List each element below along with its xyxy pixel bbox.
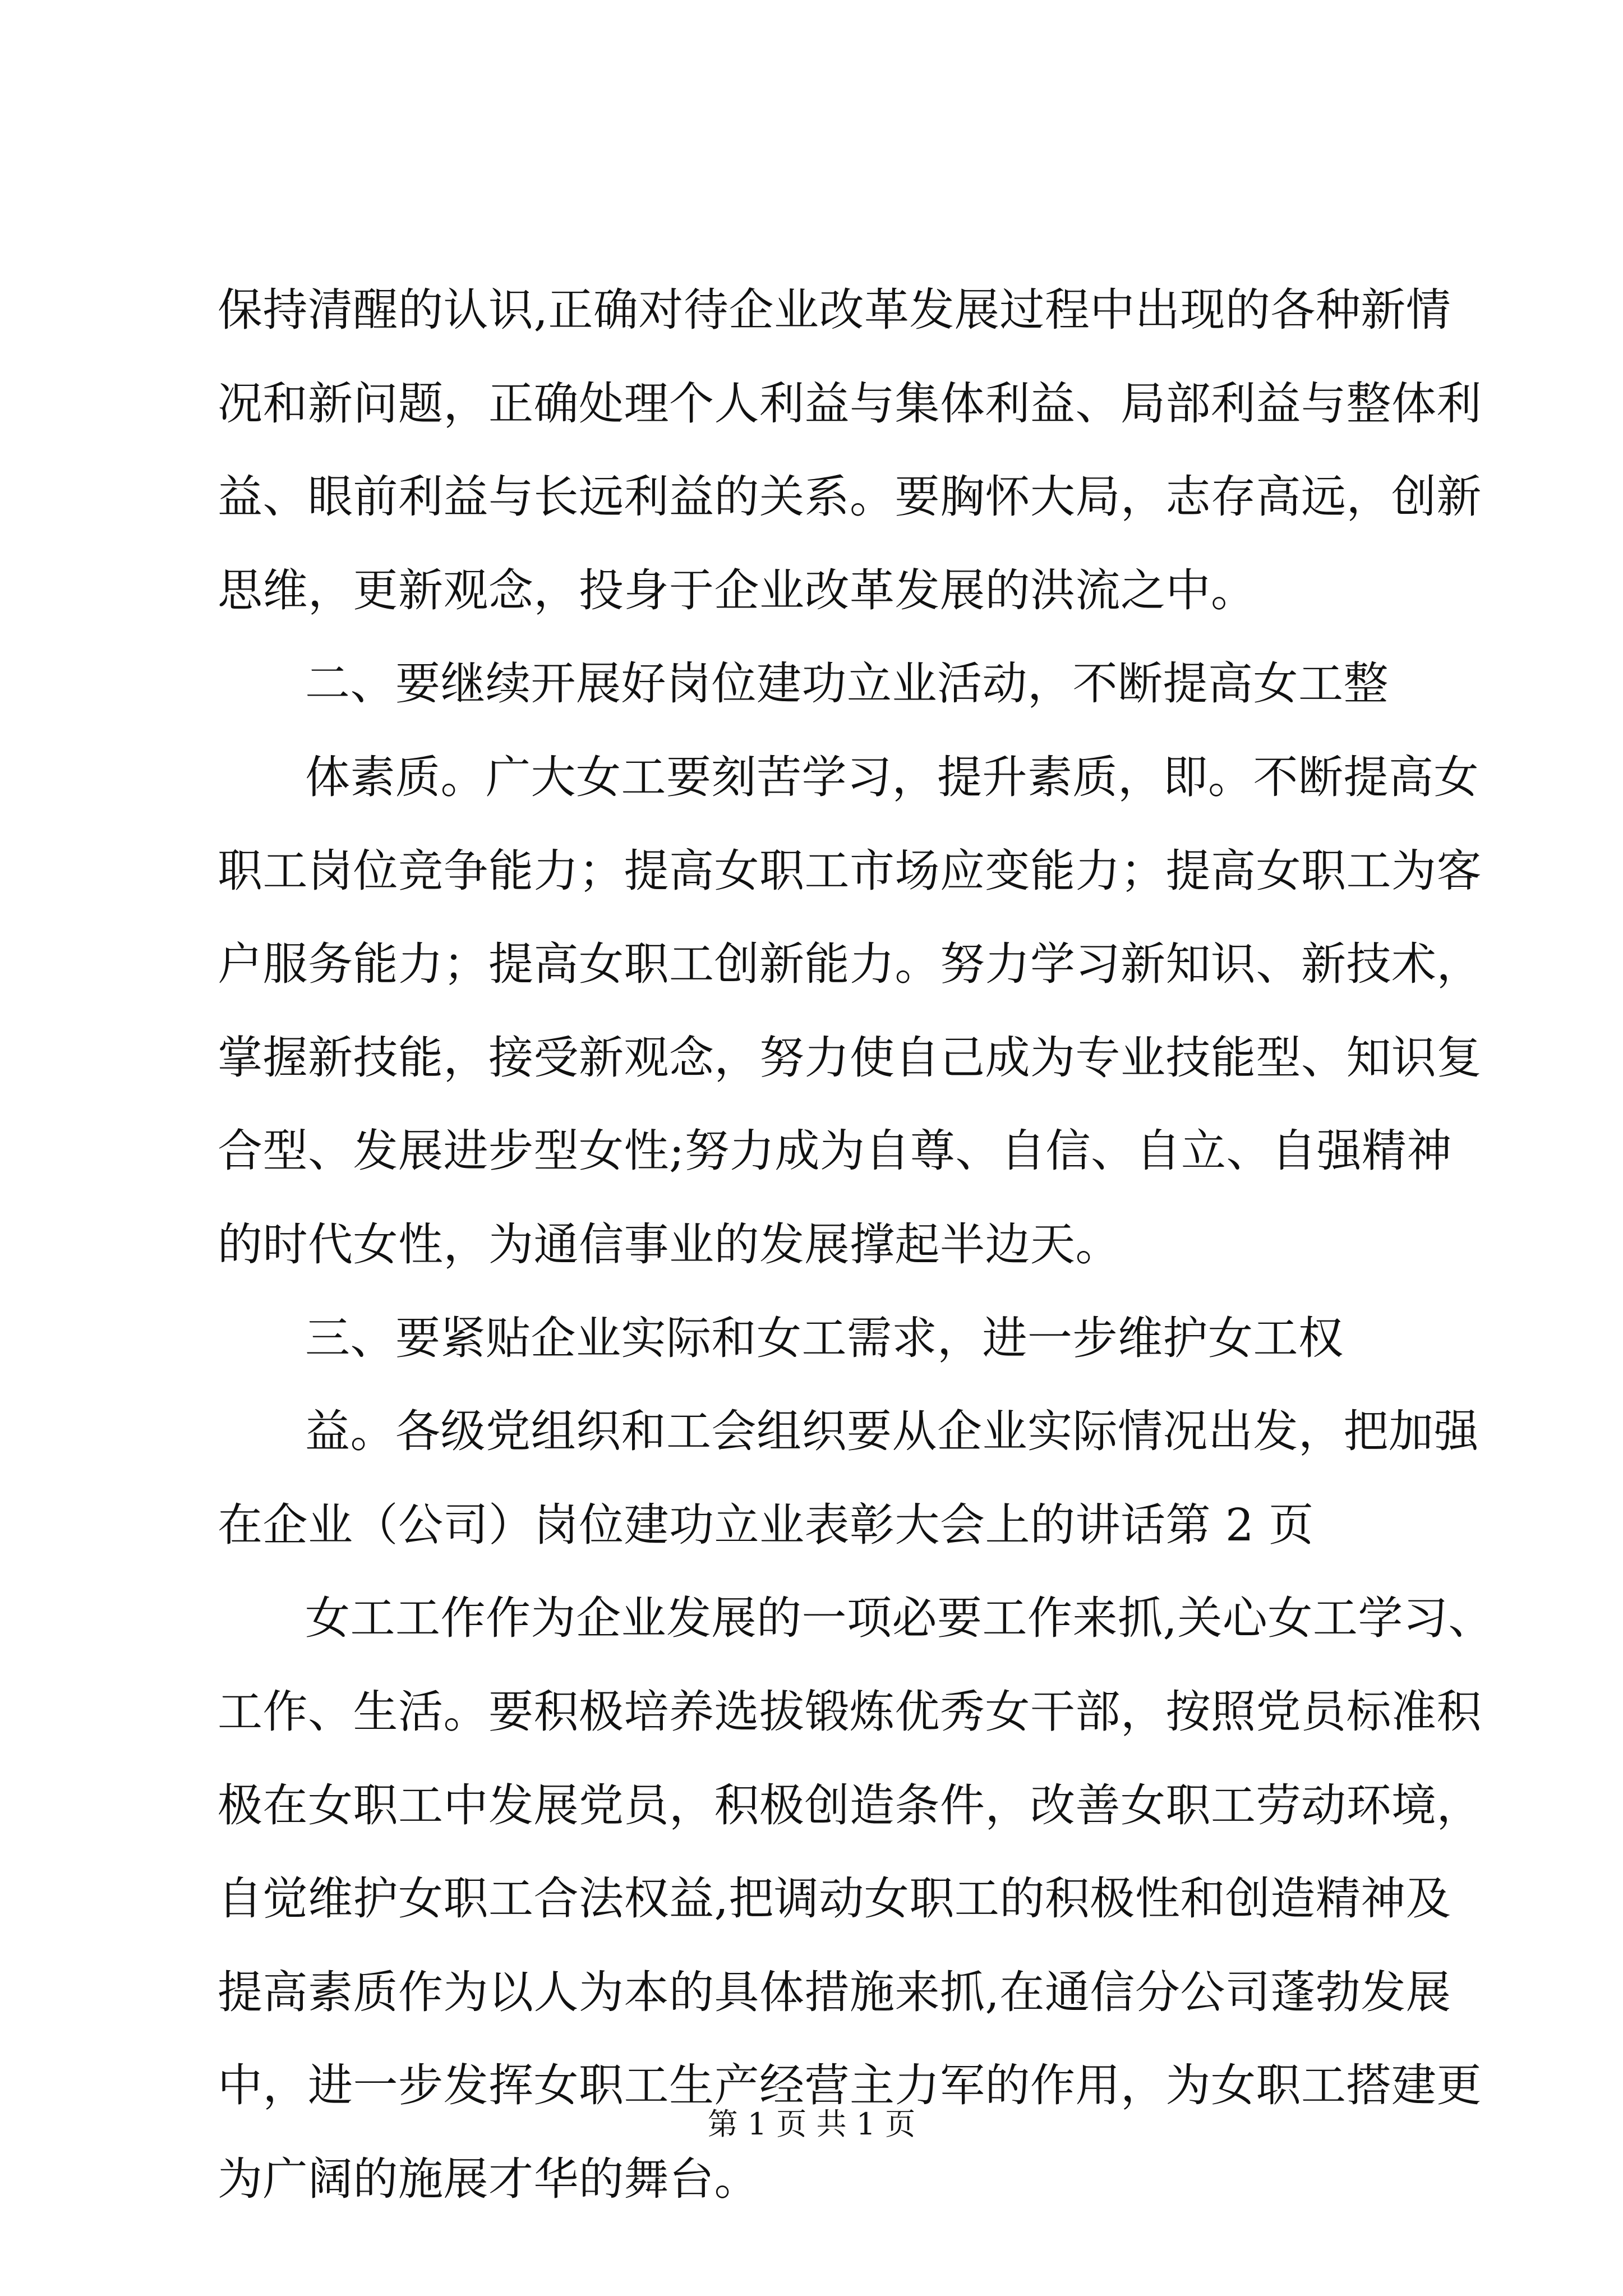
page-footer: 第 1 页 共 1 页 [707,2106,916,2142]
text-line: 二、要继续开展好岗位建功立业活动，不断提高女工整 [305,657,1389,710]
text-line: 职工岗位竞争能力；提高女职工市场应变能力；提高女职工为客 [218,844,1482,897]
text-line: 三、要紧贴企业实际和女工需求，进一步维护女工权 [305,1312,1344,1364]
text-line: 户服务能力；提高女职工创新能力。努力学习新知识、新技术， [218,938,1482,991]
text-line: 保持清醒的认识,正确对待企业改革发展过程中出现的各种新情 [218,284,1451,336]
text-line: 提高素质作为以人为本的具体措施来抓,在通信分公司蓬勃发展 [218,1966,1451,2018]
text-line: 自觉维护女职工合法权益,把调动女职工的积极性和创造精神及 [218,1872,1451,1925]
text-line: 合型、发展进步型女性;努力成为自尊、自信、自立、自强精神 [218,1125,1452,1177]
text-line: 益。各级党组织和工会组织要从企业实际情况出发，把加强 [305,1405,1479,1458]
text-line: 思维，更新观念，投身于企业改革发展的洪流之中。 [218,564,1256,616]
text-line: 工作、生活。要积极培养选拔锻炼优秀女干部，按照党员标准积 [218,1685,1482,1738]
text-line: 中，进一步发挥女职工生产经营主力军的作用，为女职工搭建更 [218,2059,1482,2112]
text-line: 的时代女性，为通信事业的发展撑起半边天。 [218,1218,1121,1271]
text-line: 极在女职工中发展党员，积极创造条件，改善女职工劳动环境， [218,1779,1482,1832]
document-body [218,264,1493,2226]
text-line: 为广阔的施展才华的舞台。 [218,2152,759,2205]
text-line: 益、眼前利益与长远利益的关系。要胸怀大局，志存高远，创新 [218,471,1482,523]
text-line: 在企业（公司）岗位建功立业表彰大会上的讲话第 2 页 [218,1498,1314,1551]
text-line: 掌握新技能，接受新观念，努力使自己成为专业技能型、知识复 [218,1031,1482,1084]
text-line: 体素质。广大女工要刻苦学习，提升素质，即。不断提高女 [305,751,1479,803]
text-line: 况和新问题，正确处理个人利益与集体利益、局部利益与整体利 [218,377,1482,430]
text-line: 女工工作作为企业发展的一项必要工作来抓,关心女工学习、 [305,1592,1493,1645]
